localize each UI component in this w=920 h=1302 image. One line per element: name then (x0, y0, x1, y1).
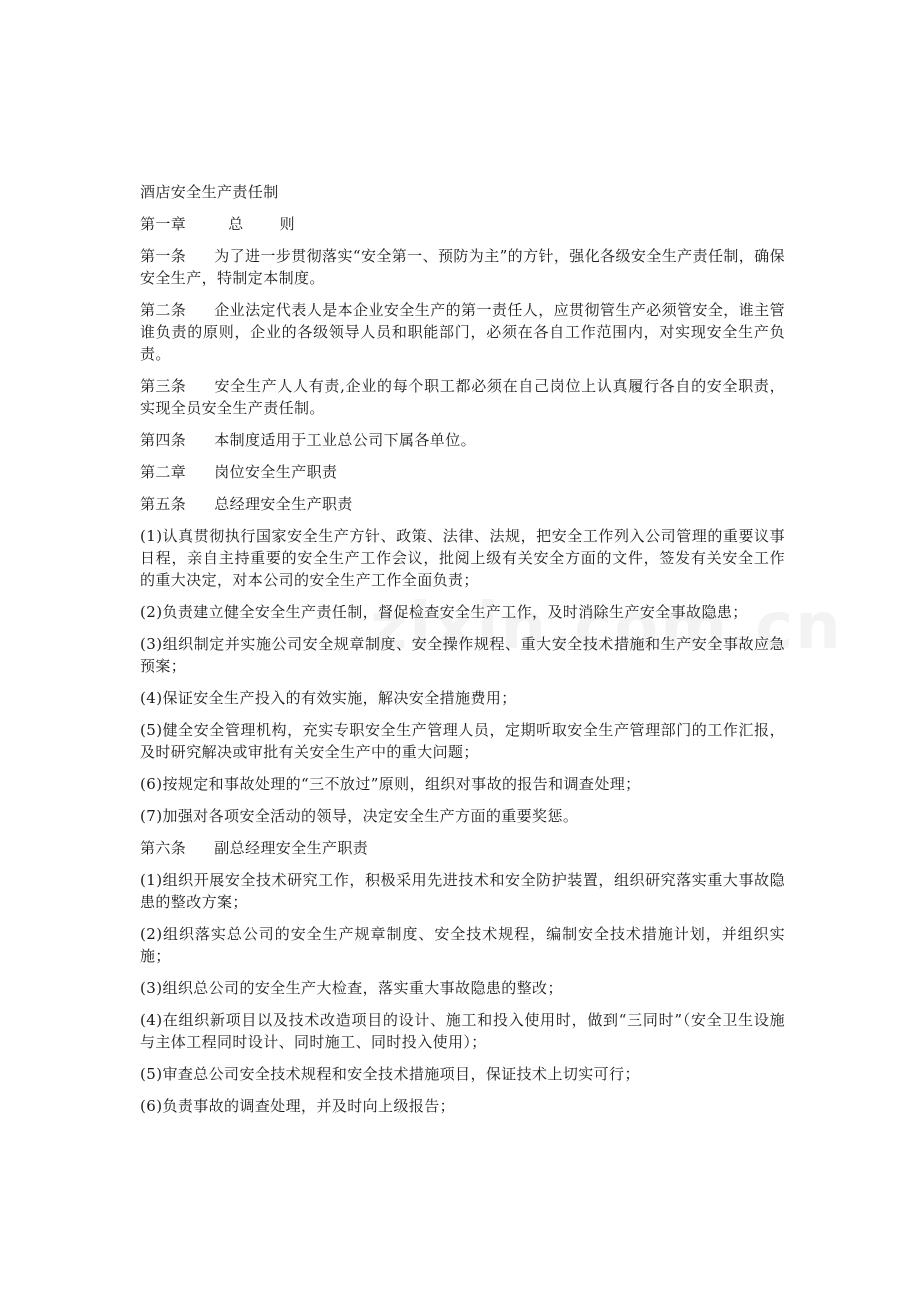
list-item: (7)加强对各项安全活动的领导，决定安全生产方面的重要奖惩。 (140, 807, 579, 825)
article-4 (140, 429, 785, 451)
list-item: (4)在组织新项目以及技术改造项目的设计、施工和投入使用时，做到“三同时”（安全卫生设施与主体工程同时设计、同时施工、同时投入使用）； (140, 1011, 785, 1051)
article-3 (140, 375, 785, 419)
article-2-label: 第二条 (140, 301, 187, 319)
list-item: (6)负责事故的调查处理，并及时向上级报告； (140, 1097, 456, 1115)
chapter-2-label: 第二章 (140, 463, 187, 481)
article-1 (140, 245, 785, 289)
list-item: (5)审查总公司安全技术规程和安全技术措施项目，保证技术上切实可行； (140, 1065, 640, 1083)
list-item: (1)认真贯彻执行国家安全生产方针、政策、法律、法规，把安全工作列入公司管理的重要议事日程，亲自主持重要的安全生产工作会议，批阅上级有关安全方面的文件，签发有关安全工作的重大决定，对本公司的安全生产工作全面负责； (140, 527, 785, 589)
article-1-text: 为了进一步贯彻落实“安全第一、预防为主”的方针，强化各级安全生产责任制，确保安全生产，特制定本制度。 (140, 247, 785, 287)
list-item: (2)组织落实总公司的安全生产规章制度、安全技术规程，编制安全技术措施计划，并组织实施； (140, 925, 785, 965)
chapter-1-title-b: 则 (279, 215, 296, 233)
list-item: (5)健全安全管理机构，充实专职安全生产管理人员，定期听取安全生产管理部门的工作汇报，及时研究解决或审批有关安全生产中的重大问题； (140, 721, 785, 761)
list-item: (4)保证安全生产投入的有效实施，解决安全措施费用； (140, 689, 517, 707)
article-6-label: 第六条 (140, 839, 187, 857)
article-6-heading (140, 837, 785, 859)
article-5-label: 第五条 (140, 495, 187, 513)
chapter-2-heading (140, 461, 785, 483)
article-2 (140, 299, 785, 365)
article-3-label: 第三条 (140, 377, 187, 395)
document-body (140, 181, 785, 1127)
list-item: (3)组织制定并实施公司安全规章制度、安全操作规程、重大安全技术措施和生产安全事故应急预案； (140, 635, 785, 675)
list-item: (2)负责建立健全安全生产责任制，督促检查安全生产工作，及时消除生产安全事故隐患； (140, 603, 748, 621)
article-6-title: 副总经理安全生产职责 (214, 839, 369, 857)
article-4-text: 本制度适用于工业总公司下属各单位。 (214, 431, 477, 449)
article-5-title: 总经理安全生产职责 (214, 495, 353, 513)
chapter-1-title-a: 总 (228, 215, 244, 233)
article-2-text: 企业法定代表人是本企业安全生产的第一责任人，应贯彻管生产必须管安全，谁主管谁负责的原则，企业的各级领导人员和职能部门，必须在各自工作范围内，对实现安全生产负责。 (140, 301, 785, 363)
article-4-label: 第四条 (140, 431, 187, 449)
list-item: (6)按规定和事故处理的“三不放过”原则，组织对事故的报告和调查处理； (140, 775, 641, 793)
article-5-heading (140, 493, 785, 515)
list-item: (1)组织开展安全技术研究工作，积极采用先进技术和安全防护装置，组织研究落实重大事故隐患的整改方案； (140, 871, 785, 911)
document-title: 酒店安全生产责任制 (140, 183, 279, 201)
chapter-1-heading (140, 213, 785, 235)
chapter-1-label: 第一章 (140, 215, 187, 233)
chapter-2-title: 岗位安全生产职责 (214, 463, 338, 481)
list-item: (3)组织总公司的安全生产大检查，落实重大事故隐患的整改； (140, 979, 563, 997)
article-3-text: 安全生产人人有责,企业的每个职工都必须在自己岗位上认真履行各自的安全职责，实现全员安全生产责任制。 (140, 377, 785, 417)
article-1-label: 第一条 (140, 247, 187, 265)
